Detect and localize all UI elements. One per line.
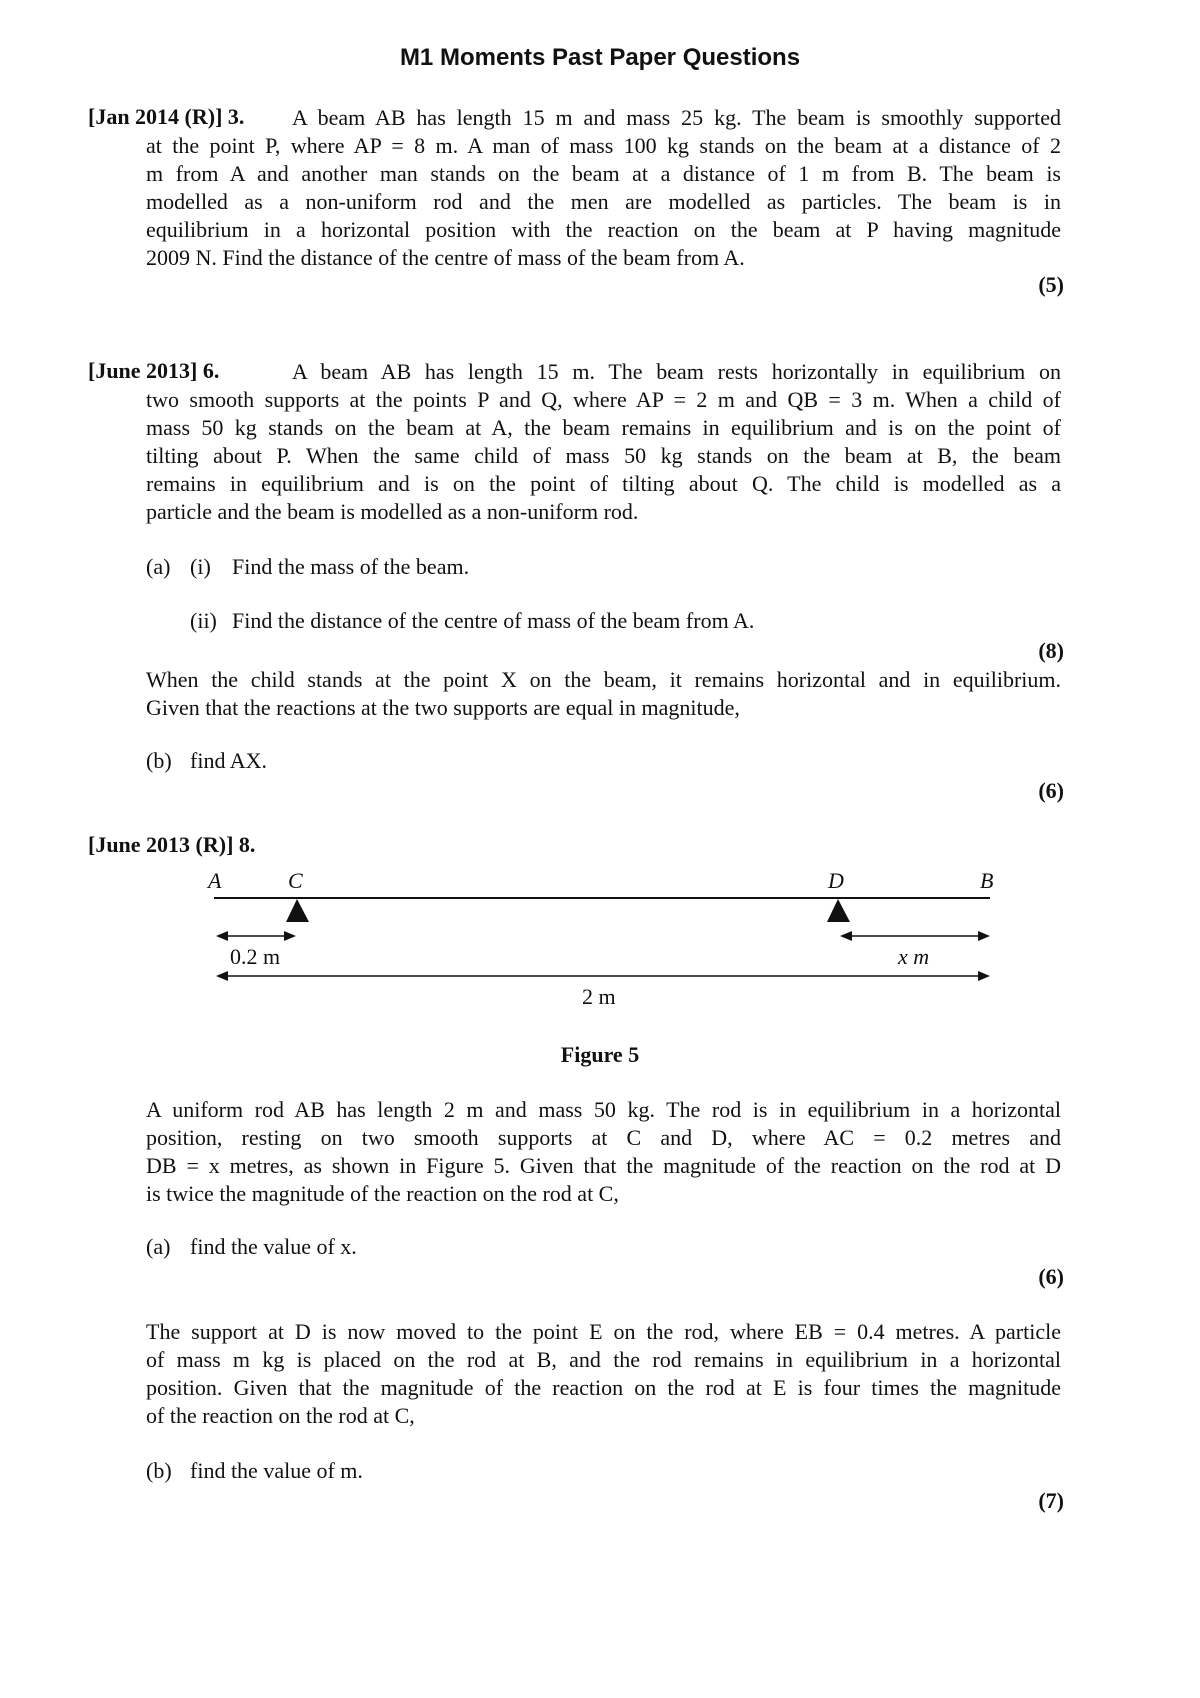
arrow-head xyxy=(840,931,852,941)
q3-header: [June 2013 (R)] 8. xyxy=(88,832,256,857)
q3-part-b-label: (b) xyxy=(146,1458,172,1483)
figure-caption: Figure 5 xyxy=(560,1042,640,1067)
q3-line-2: DB = x metres, as shown in Figure 5. Given that the magnitude of the reaction on the rod at D xyxy=(146,1153,1061,1178)
q2-cont-line-0: When the child stands at the point X on the beam, it remains horizontal and in equilibrium. xyxy=(146,667,1061,692)
label-d: D xyxy=(828,868,844,893)
support-d xyxy=(827,899,850,922)
q1-line-3: modelled as a non-uniform rod and the men are modelled as particles. The beam is in xyxy=(146,189,1061,214)
page-title: M1 Moments Past Paper Questions xyxy=(399,44,801,71)
q2-line-4: remains in equilibrium and is on the point of tilting about Q. The child is modelled as a xyxy=(146,471,1061,496)
q2-part-a-i: Find the mass of the beam. xyxy=(232,554,470,579)
q1-line-5: 2009 N. Find the distance of the centre of mass of the beam from A. xyxy=(146,245,745,270)
q2-part-a-label: (a) xyxy=(146,554,171,579)
arrow-head xyxy=(978,931,990,941)
q3-cont-line-2: position. Given that the magnitude of the reaction on the rod at E is four times the magnitude xyxy=(146,1375,1061,1400)
q1-line-2: m from A and another man stands on the beam at a distance of 1 m from B. The beam is xyxy=(146,161,1061,186)
q3-line-1: position, resting on two smooth supports at C and D, where AC = 0.2 metres and xyxy=(146,1125,1061,1150)
support-c xyxy=(286,899,309,922)
q2-line-0: A beam AB has length 15 m. The beam rests horizontally in equilibrium on xyxy=(292,359,1061,384)
label-b: B xyxy=(980,868,994,893)
q1-marks: (5) xyxy=(1038,272,1064,297)
arrow-head xyxy=(216,931,228,941)
q3-marks-b: (7) xyxy=(1038,1488,1064,1513)
q2-part-a-i-label: (i) xyxy=(190,554,211,579)
dim-ac-label: 0.2 m xyxy=(230,944,281,969)
q2-line-3: tilting about P. When the same child of mass 50 kg stands on the beam at B, the beam xyxy=(146,443,1061,468)
q3-line-3: is twice the magnitude of the reaction on the rod at C, xyxy=(146,1181,619,1206)
q3-line-0: A uniform rod AB has length 2 m and mass 50 kg. The rod is in equilibrium in a horizontal xyxy=(146,1097,1061,1122)
q3-part-a: find the value of x. xyxy=(190,1234,357,1259)
q2-part-a-ii: Find the distance of the centre of mass of the beam from A. xyxy=(232,608,755,633)
q1-line-0: A beam AB has length 15 m and mass 25 kg. The beam is smoothly supported xyxy=(292,105,1061,130)
q1-line-4: equilibrium in a horizontal position with the reaction on the beam at P having magnitude xyxy=(146,217,1061,242)
q1-header: [Jan 2014 (R)] 3. xyxy=(88,104,245,129)
q2-header: [June 2013] 6. xyxy=(88,358,220,383)
q2-part-b: find AX. xyxy=(190,748,267,773)
dim-ab-label: 2 m xyxy=(582,984,616,1009)
q3-part-b: find the value of m. xyxy=(190,1458,363,1483)
q1-line-1: at the point P, where AP = 8 m. A man of mass 100 kg stands on the beam at a distance of 2 xyxy=(146,133,1061,158)
q2-line-1: two smooth supports at the points P and Q, where AP = 2 m and QB = 3 m. When a child of xyxy=(146,387,1061,412)
q2-marks-b: (6) xyxy=(1038,778,1064,803)
q3-marks-a: (6) xyxy=(1038,1264,1064,1289)
q3-cont-line-1: of mass m kg is placed on the rod at B, and the rod remains in equilibrium in a horizontal xyxy=(146,1347,1061,1372)
q3-cont-line-0: The support at D is now moved to the point E on the rod, where EB = 0.4 metres. A particle xyxy=(146,1319,1061,1344)
q2-part-b-label: (b) xyxy=(146,748,172,773)
q2-line-2: mass 50 kg stands on the beam at A, the beam remains in equilibrium and is on the point of xyxy=(146,415,1061,440)
q3-cont-line-3: of the reaction on the rod at C, xyxy=(146,1403,415,1428)
q2-cont-line-1: Given that the reactions at the two supports are equal in magnitude, xyxy=(146,695,740,720)
q2-marks-a: (8) xyxy=(1038,638,1064,663)
label-a: A xyxy=(208,868,222,893)
dim-db-label: x m xyxy=(898,944,930,969)
arrow-head xyxy=(216,971,228,981)
label-c: C xyxy=(288,868,303,893)
arrow-head xyxy=(978,971,990,981)
q2-line-5: particle and the beam is modelled as a non-uniform rod. xyxy=(146,499,639,524)
arrow-head xyxy=(284,931,296,941)
q3-part-a-label: (a) xyxy=(146,1234,171,1259)
q2-part-a-ii-label: (ii) xyxy=(190,608,217,633)
